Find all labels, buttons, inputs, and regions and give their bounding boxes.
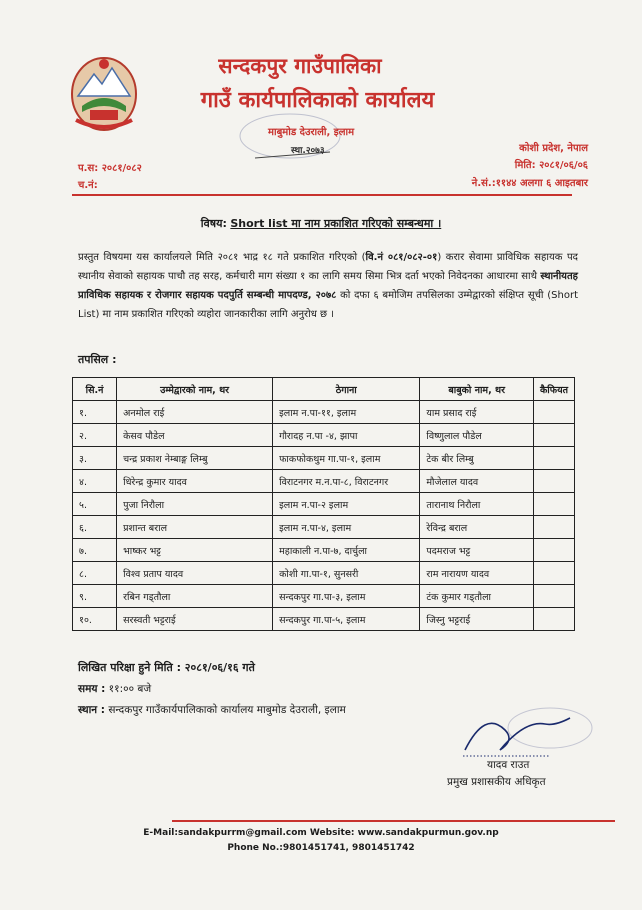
exam-time <box>78 682 151 696</box>
table-row <box>73 401 575 424</box>
cell-candidate-name: सरस्वती भट्टराई <box>117 608 273 631</box>
cell-remarks <box>533 424 574 447</box>
cell-candidate-name: धिरेन्द्र कुमार यादव <box>117 470 273 493</box>
letter-date: मिति: २०८१/०६/०६ <box>514 160 588 171</box>
cell-address: सन्दकपुर गा.पा-५, इलाम <box>273 608 420 631</box>
cell-father-name: टेक बीर लिम्बु <box>420 447 534 470</box>
nepal-emblem-icon <box>68 50 140 136</box>
details-label: तपसिल : <box>78 353 117 366</box>
office-stamp-icon <box>235 112 345 164</box>
header-divider <box>72 194 572 196</box>
exam-time-label: समय : <box>78 683 106 695</box>
cell-remarks <box>533 493 574 516</box>
table-row <box>73 516 575 539</box>
body-part5: को दफा ६ बमोजिम तपसिलका उम्मेद्वारको संक्षिप्त सूची (Short List) मा नाम प्रकाशित गरिएको व्यहोरा जानकारीका लागि अनुरोध छ । <box>78 290 578 320</box>
cell-serial: ३. <box>73 447 117 470</box>
table-row <box>73 608 575 631</box>
signatory-title: प्रमुख प्रशासकीय अधिकृत <box>447 776 546 788</box>
col-serial: सि.नं <box>73 378 117 401</box>
cell-serial: ५. <box>73 493 117 516</box>
exam-venue-value: सन्दकपुर गाउँकार्यपालिकाको कार्यालय माबुमोड देउराली, इलाम <box>105 704 346 716</box>
table-row <box>73 539 575 562</box>
cell-serial: ९. <box>73 585 117 608</box>
cell-address: इलाम न.पा-४, इलाम <box>273 516 420 539</box>
cell-serial: ८. <box>73 562 117 585</box>
dispatch-number: च.नं: <box>78 180 98 191</box>
cell-address: महाकाली न.पा-७, दार्चुला <box>273 539 420 562</box>
cell-address: कोशी गा.पा-१, सुनसरी <box>273 562 420 585</box>
table-row <box>73 562 575 585</box>
body-part1: प्रस्तुत विषयमा यस कार्यालयले मिति २०८१ भाद्र १८ गते प्रकाशित गरिएको ( <box>78 252 366 263</box>
cell-father-name: विष्णुलाल पौडेल <box>420 424 534 447</box>
cell-remarks <box>533 516 574 539</box>
subject-line <box>0 216 642 231</box>
contact-phone: Phone No.:9801451741, 9801451742 <box>227 843 415 853</box>
cell-remarks <box>533 401 574 424</box>
table-row <box>73 447 575 470</box>
subject-text: Short list मा नाम प्रकाशित गरिएको सम्बन्धमा । <box>230 217 442 230</box>
cell-address: फाकफोकथुम गा.पा-१, इलाम <box>273 447 420 470</box>
col-address: ठेगाना <box>273 378 420 401</box>
col-remarks: कैफियत <box>533 378 574 401</box>
cell-candidate-name: विश्व प्रताप यादव <box>117 562 273 585</box>
cell-father-name: पदमराज भट्ट <box>420 539 534 562</box>
subject-label: विषय: <box>200 217 227 230</box>
cell-remarks <box>533 447 574 470</box>
table-row <box>73 585 575 608</box>
cell-remarks <box>533 539 574 562</box>
nepal-sambat-date: ने.सं.:११४४ अलगा ६ आइतबार <box>471 178 588 189</box>
cell-father-name: याम प्रसाद राई <box>420 401 534 424</box>
cell-candidate-name: प्रशान्त बराल <box>117 516 273 539</box>
cell-serial: ७. <box>73 539 117 562</box>
cell-address: विराटनगर म.न.पा-८, विराटनगर <box>273 470 420 493</box>
col-father-name: बाबुको नाम, थर <box>420 378 534 401</box>
footer-divider <box>172 820 615 822</box>
cell-candidate-name: केसव पौडेल <box>117 424 273 447</box>
cell-address: गौरादह न.पा -४, झापा <box>273 424 420 447</box>
cell-candidate-name: अनमोल राई <box>117 401 273 424</box>
body-part3: ) करार सेवामा प्राविधिक सहायक पद स्थानीय सेवाको सहायक पाचौ तह सरह, कर्मचारी माग संख्या १ का लागि समय सिमा भित्र दर्ता भएको निवेदनका आधारमा साथै <box>78 252 578 282</box>
reference-number: प.स: २०८१/०८२ <box>78 163 142 174</box>
cell-address: इलाम न.पा-११, इलाम <box>273 401 420 424</box>
cell-remarks <box>533 470 574 493</box>
office-address: माबुमोड देउराली, इलाम <box>268 127 355 138</box>
cell-address: इलाम न.पा-२ इलाम <box>273 493 420 516</box>
exam-venue <box>78 703 346 717</box>
cell-serial: १. <box>73 401 117 424</box>
table-row <box>73 424 575 447</box>
province-text: कोशी प्रदेश, नेपाल <box>519 143 588 154</box>
letter-body <box>78 248 578 324</box>
signatory-name: यादव राउत <box>487 759 530 771</box>
table-row <box>73 470 575 493</box>
guideline-name: स्थानीयतह प्राविधिक सहायक र रोजगार सहायक पदपुर्ति सम्बन्धी मापदण्ड, २०७८ <box>78 271 578 301</box>
cell-remarks <box>533 608 574 631</box>
exam-venue-label: स्थान : <box>78 704 105 716</box>
cell-candidate-name: भाष्कर भट्ट <box>117 539 273 562</box>
shortlist-table <box>72 377 575 631</box>
exam-date: लिखित परिक्षा हुने मिति : २०८१/०६/१६ गते <box>78 661 255 674</box>
cell-serial: ६. <box>73 516 117 539</box>
exam-time-value: ११:०० बजे <box>105 683 152 695</box>
cell-father-name: राम नारायण यादव <box>420 562 534 585</box>
table-row <box>73 493 575 516</box>
cell-remarks <box>533 585 574 608</box>
cell-remarks <box>533 562 574 585</box>
cell-serial: ४. <box>73 470 117 493</box>
col-candidate-name: उम्मेद्वारको नाम, थर <box>117 378 273 401</box>
municipality-title: सन्दकपुर गाउँपालिका <box>218 54 382 78</box>
cell-serial: २. <box>73 424 117 447</box>
cell-candidate-name: चन्द्र प्रकाश नेम्बाङ्ग लिम्बु <box>117 447 273 470</box>
cell-father-name: जिस्नु भट्टराई <box>420 608 534 631</box>
cell-father-name: रेविन्द्र बराल <box>420 516 534 539</box>
cell-father-name: मौजेलाल यादव <box>420 470 534 493</box>
cell-serial: १०. <box>73 608 117 631</box>
cell-candidate-name: पुजा निरौला <box>117 493 273 516</box>
cell-father-name: टंक कुमार गड्तौला <box>420 585 534 608</box>
established-year: स्था.२०७३ <box>291 146 325 156</box>
table-header-row <box>73 378 575 401</box>
office-title: गाउँ कार्यपालिकाको कार्यालय <box>200 88 435 113</box>
cell-address: सन्दकपुर गा.पा-३, इलाम <box>273 585 420 608</box>
cell-father-name: तारानाथ निरौला <box>420 493 534 516</box>
cell-candidate-name: रबिन गड्तौला <box>117 585 273 608</box>
notice-number: वि.नं ०८१/०८२-०१ <box>365 252 438 263</box>
contact-email-website: E-Mail:sandakpurrm@gmail.com Website: www.sandakpurmun.gov.np <box>143 828 499 838</box>
